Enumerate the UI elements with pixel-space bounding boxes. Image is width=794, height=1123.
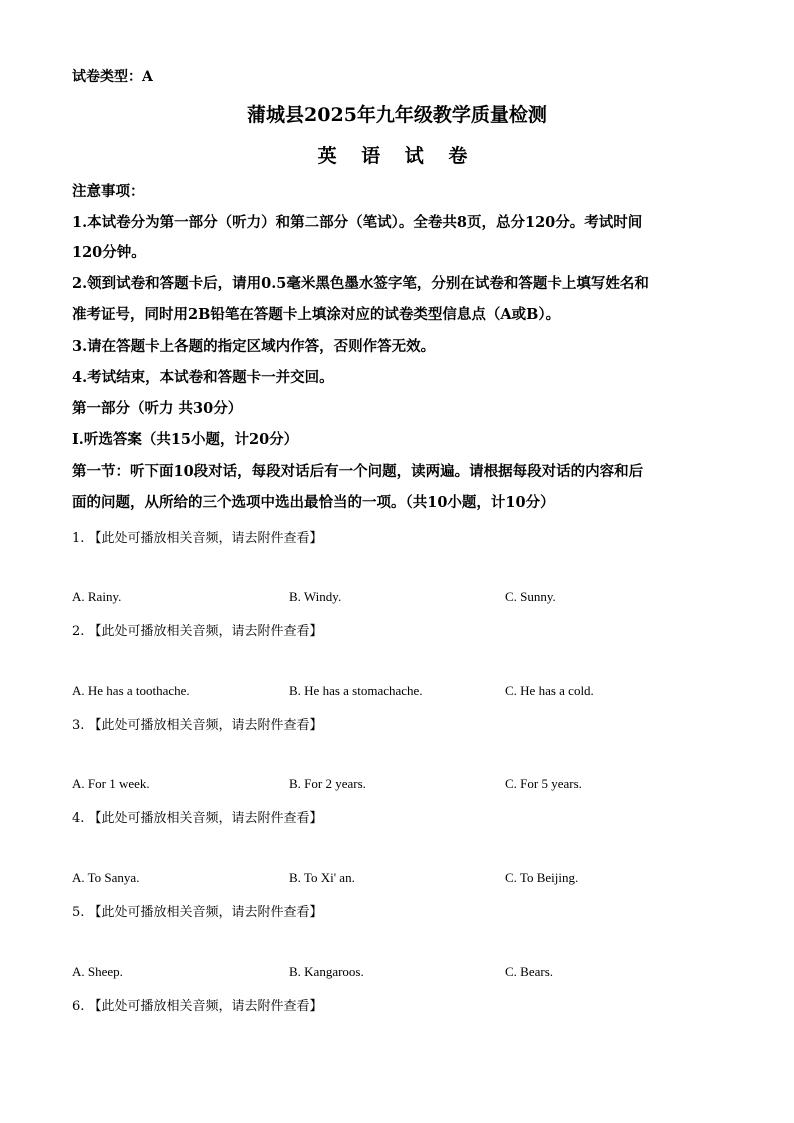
option-a: A. Sheep. bbox=[72, 964, 123, 979]
option-c: C. Sunny. bbox=[505, 589, 556, 604]
question-prompt: 6. 【此处可播放相关音频，请去附件查看】 bbox=[72, 999, 323, 1014]
option-b: B. Kangaroos. bbox=[289, 964, 364, 979]
option-b: B. For 2 years. bbox=[289, 776, 366, 791]
question-prompt: 3. 【此处可播放相关音频，请去附件查看】 bbox=[72, 718, 323, 733]
note-line: 3.请在答题卡上各题的指定区域内作答，否则作答无效。 bbox=[72, 338, 436, 355]
option-c: C. To Beijing. bbox=[505, 870, 579, 885]
question-prompt: 4. 【此处可播放相关音频，请去附件查看】 bbox=[72, 811, 323, 826]
option-a: A. He has a toothache. bbox=[72, 683, 190, 698]
paper-type-label: 试卷类型：A bbox=[72, 69, 153, 85]
instruction-line: 面的问题，从所给的三个选项中选出最恰当的一项。（共10小题，计10分） bbox=[72, 494, 555, 511]
option-c: C. Bears. bbox=[505, 964, 554, 979]
notes-heading: 注意事项： bbox=[72, 183, 145, 200]
note-line: 120分钟。 bbox=[72, 244, 146, 261]
option-a: A. To Sanya. bbox=[72, 870, 140, 885]
option-c: C. For 5 years. bbox=[505, 776, 582, 791]
exam-subtitle: 英 语 试 卷 bbox=[317, 145, 477, 167]
option-b: B. To Xi' an. bbox=[289, 870, 355, 885]
option-a: A. Rainy. bbox=[72, 589, 122, 604]
section1-heading: Ⅰ.听选答案（共15小题，计20分） bbox=[72, 431, 299, 448]
part1-heading: 第一部分（听力 共30分） bbox=[72, 400, 243, 417]
option-b: B. He has a stomachache. bbox=[289, 683, 423, 698]
note-line: 1.本试卷分为第一部分（听力）和第二部分（笔试）。全卷共8页，总分120分。考试时间 bbox=[72, 214, 643, 231]
note-line: 准考证号，同时用2B铅笔在答题卡上填涂对应的试卷类型信息点（A或B）。 bbox=[72, 306, 561, 323]
question-prompt: 2. 【此处可播放相关音频，请去附件查看】 bbox=[72, 624, 323, 639]
option-c: C. He has a cold. bbox=[505, 683, 594, 698]
exam-title: 蒲城县2025年九年级教学质量检测 bbox=[247, 104, 547, 126]
question-prompt: 5. 【此处可播放相关音频，请去附件查看】 bbox=[72, 905, 323, 920]
instruction-line: 第一节：听下面10段对话，每段对话后有一个问题，读两遍。请根据每段对话的内容和后 bbox=[72, 463, 644, 480]
note-line: 2.领到试卷和答题卡后，请用0.5毫米黑色墨水签字笔，分别在试卷和答题卡上填写姓名和 bbox=[72, 275, 649, 292]
option-a: A. For 1 week. bbox=[72, 776, 150, 791]
question-prompt: 1. 【此处可播放相关音频，请去附件查看】 bbox=[72, 531, 323, 546]
option-b: B. Windy. bbox=[289, 589, 342, 604]
note-line: 4.考试结束，本试卷和答题卡一并交回。 bbox=[72, 369, 334, 386]
